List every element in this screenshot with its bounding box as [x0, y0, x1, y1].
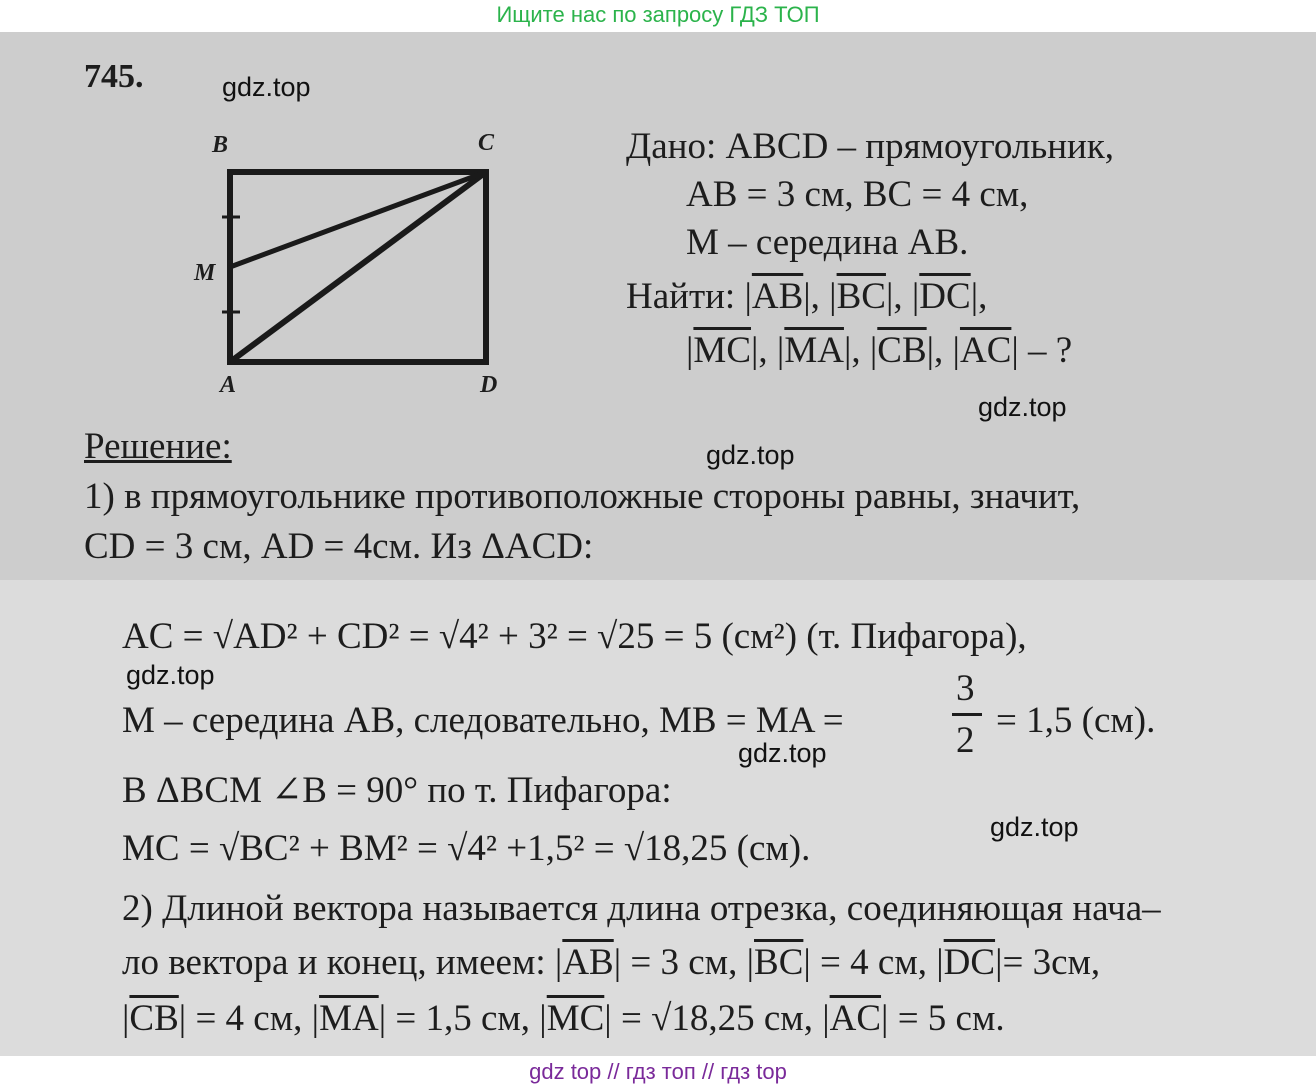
find-sep-end: |, — [970, 276, 988, 317]
segment-mc — [230, 172, 486, 267]
vector-bc: $\overline{BC}$ — [836, 276, 886, 317]
line9-text: | = 5 см. — [881, 998, 1005, 1039]
vector-dc: $\overline{DC}$ — [943, 942, 996, 983]
line8-text: |= 3см, — [995, 942, 1101, 983]
problem-number: 745. — [84, 58, 144, 95]
vector-ac: $\overline{AC}$ — [959, 330, 1012, 371]
find-sep: |, | — [843, 330, 878, 371]
line8-text: | = 4 см, | — [803, 942, 944, 983]
watermark: gdz.top — [126, 660, 215, 690]
solution-line-1: 1) в прямоугольнике противоположные стороны равны, значит, — [84, 476, 1081, 517]
find-line-1 — [626, 276, 987, 318]
fraction-bar — [952, 713, 982, 716]
line8-text: | = 3 см, | — [613, 942, 755, 983]
line9-text: | — [122, 998, 130, 1039]
line8-text: ло вектора и конец, имеем: | — [122, 942, 563, 983]
find-bar: | — [686, 330, 694, 371]
vector-cb: $\overline{CB}$ — [877, 330, 927, 371]
textbook-page — [0, 32, 1316, 1056]
bottom-banner: gdz top // гдз топ // гдз top — [529, 1059, 787, 1084]
diagonal-ac — [230, 172, 486, 362]
find-end: | – ? — [1011, 330, 1073, 371]
solution-line-8 — [122, 942, 1100, 984]
line9-text: | = √18,25 см, | — [604, 998, 830, 1039]
top-banner: Ищите нас по запросу ГДЗ ТОП — [496, 2, 820, 27]
vector-ab: $\overline{AB}$ — [562, 942, 614, 983]
vector-ac: $\overline{AC}$ — [829, 998, 882, 1039]
vector-mc: $\overline{MC}$ — [693, 330, 751, 371]
solution-line-2: CD = 3 см, AD = 4см. Из ΔACD: — [84, 526, 594, 567]
vertex-label-a: A — [220, 372, 237, 398]
find-prefix: Найти: | — [626, 276, 752, 317]
line9-text: | = 4 см, | — [178, 998, 320, 1039]
solution-line-6: MC = √BC² + BM² = √4² +1,5² = √18,25 (см). — [122, 828, 811, 869]
find-sep: |, | — [885, 276, 920, 317]
vector-mc: $\overline{MC}$ — [546, 998, 605, 1039]
watermark: gdz.top — [990, 812, 1079, 842]
given-line-3: M – середина AB. — [686, 222, 969, 263]
solution-line-5: В ΔBCM ∠B = 90° по т. Пифагора: — [122, 770, 672, 811]
vertex-label-d: D — [480, 372, 498, 398]
find-sep: |, | — [926, 330, 960, 371]
find-sep: |, | — [751, 330, 785, 371]
solution-line-4b: = 1,5 (см). — [996, 700, 1156, 741]
vertex-label-b: B — [212, 132, 229, 158]
vector-cb: $\overline{CB}$ — [129, 998, 179, 1039]
line9-text: | = 1,5 см, | — [378, 998, 547, 1039]
watermark: gdz.top — [978, 392, 1067, 422]
vector-ma: $\overline{MA}$ — [784, 330, 844, 371]
solution-header: Решение: — [84, 426, 232, 467]
solution-line-7: 2) Длиной вектора называется длина отрезка, соединяющая нача– — [122, 888, 1161, 929]
find-sep: |, | — [803, 276, 837, 317]
solution-line-3: AC = √AD² + CD² = √4² + 3² = √25 = 5 (см²) (т. Пифагора), — [122, 616, 1027, 657]
watermark: gdz.top — [706, 440, 795, 470]
fraction-denominator: 2 — [956, 720, 975, 761]
fraction-numerator: 3 — [956, 668, 975, 709]
solution-line-9 — [122, 998, 1005, 1040]
vertex-label-c: C — [478, 130, 495, 156]
vector-dc: $\overline{DC}$ — [919, 276, 971, 317]
vector-bc: $\overline{BC}$ — [754, 942, 804, 983]
rectangle-figure — [190, 132, 520, 422]
given-line-2: AB = 3 см, BC = 4 см, — [686, 174, 1029, 215]
watermark: gdz.top — [738, 738, 827, 768]
watermark: gdz.top — [222, 72, 311, 102]
solution-line-4a: M – середина AB, следовательно, MB = MA = — [122, 700, 844, 741]
find-line-2 — [686, 330, 1072, 372]
vertex-label-m: M — [194, 260, 216, 286]
vector-ab: $\overline{AB}$ — [751, 276, 804, 317]
vector-ma: $\overline{MA}$ — [319, 998, 379, 1039]
given-line-1: Дано: ABCD – прямоугольник, — [626, 126, 1115, 167]
